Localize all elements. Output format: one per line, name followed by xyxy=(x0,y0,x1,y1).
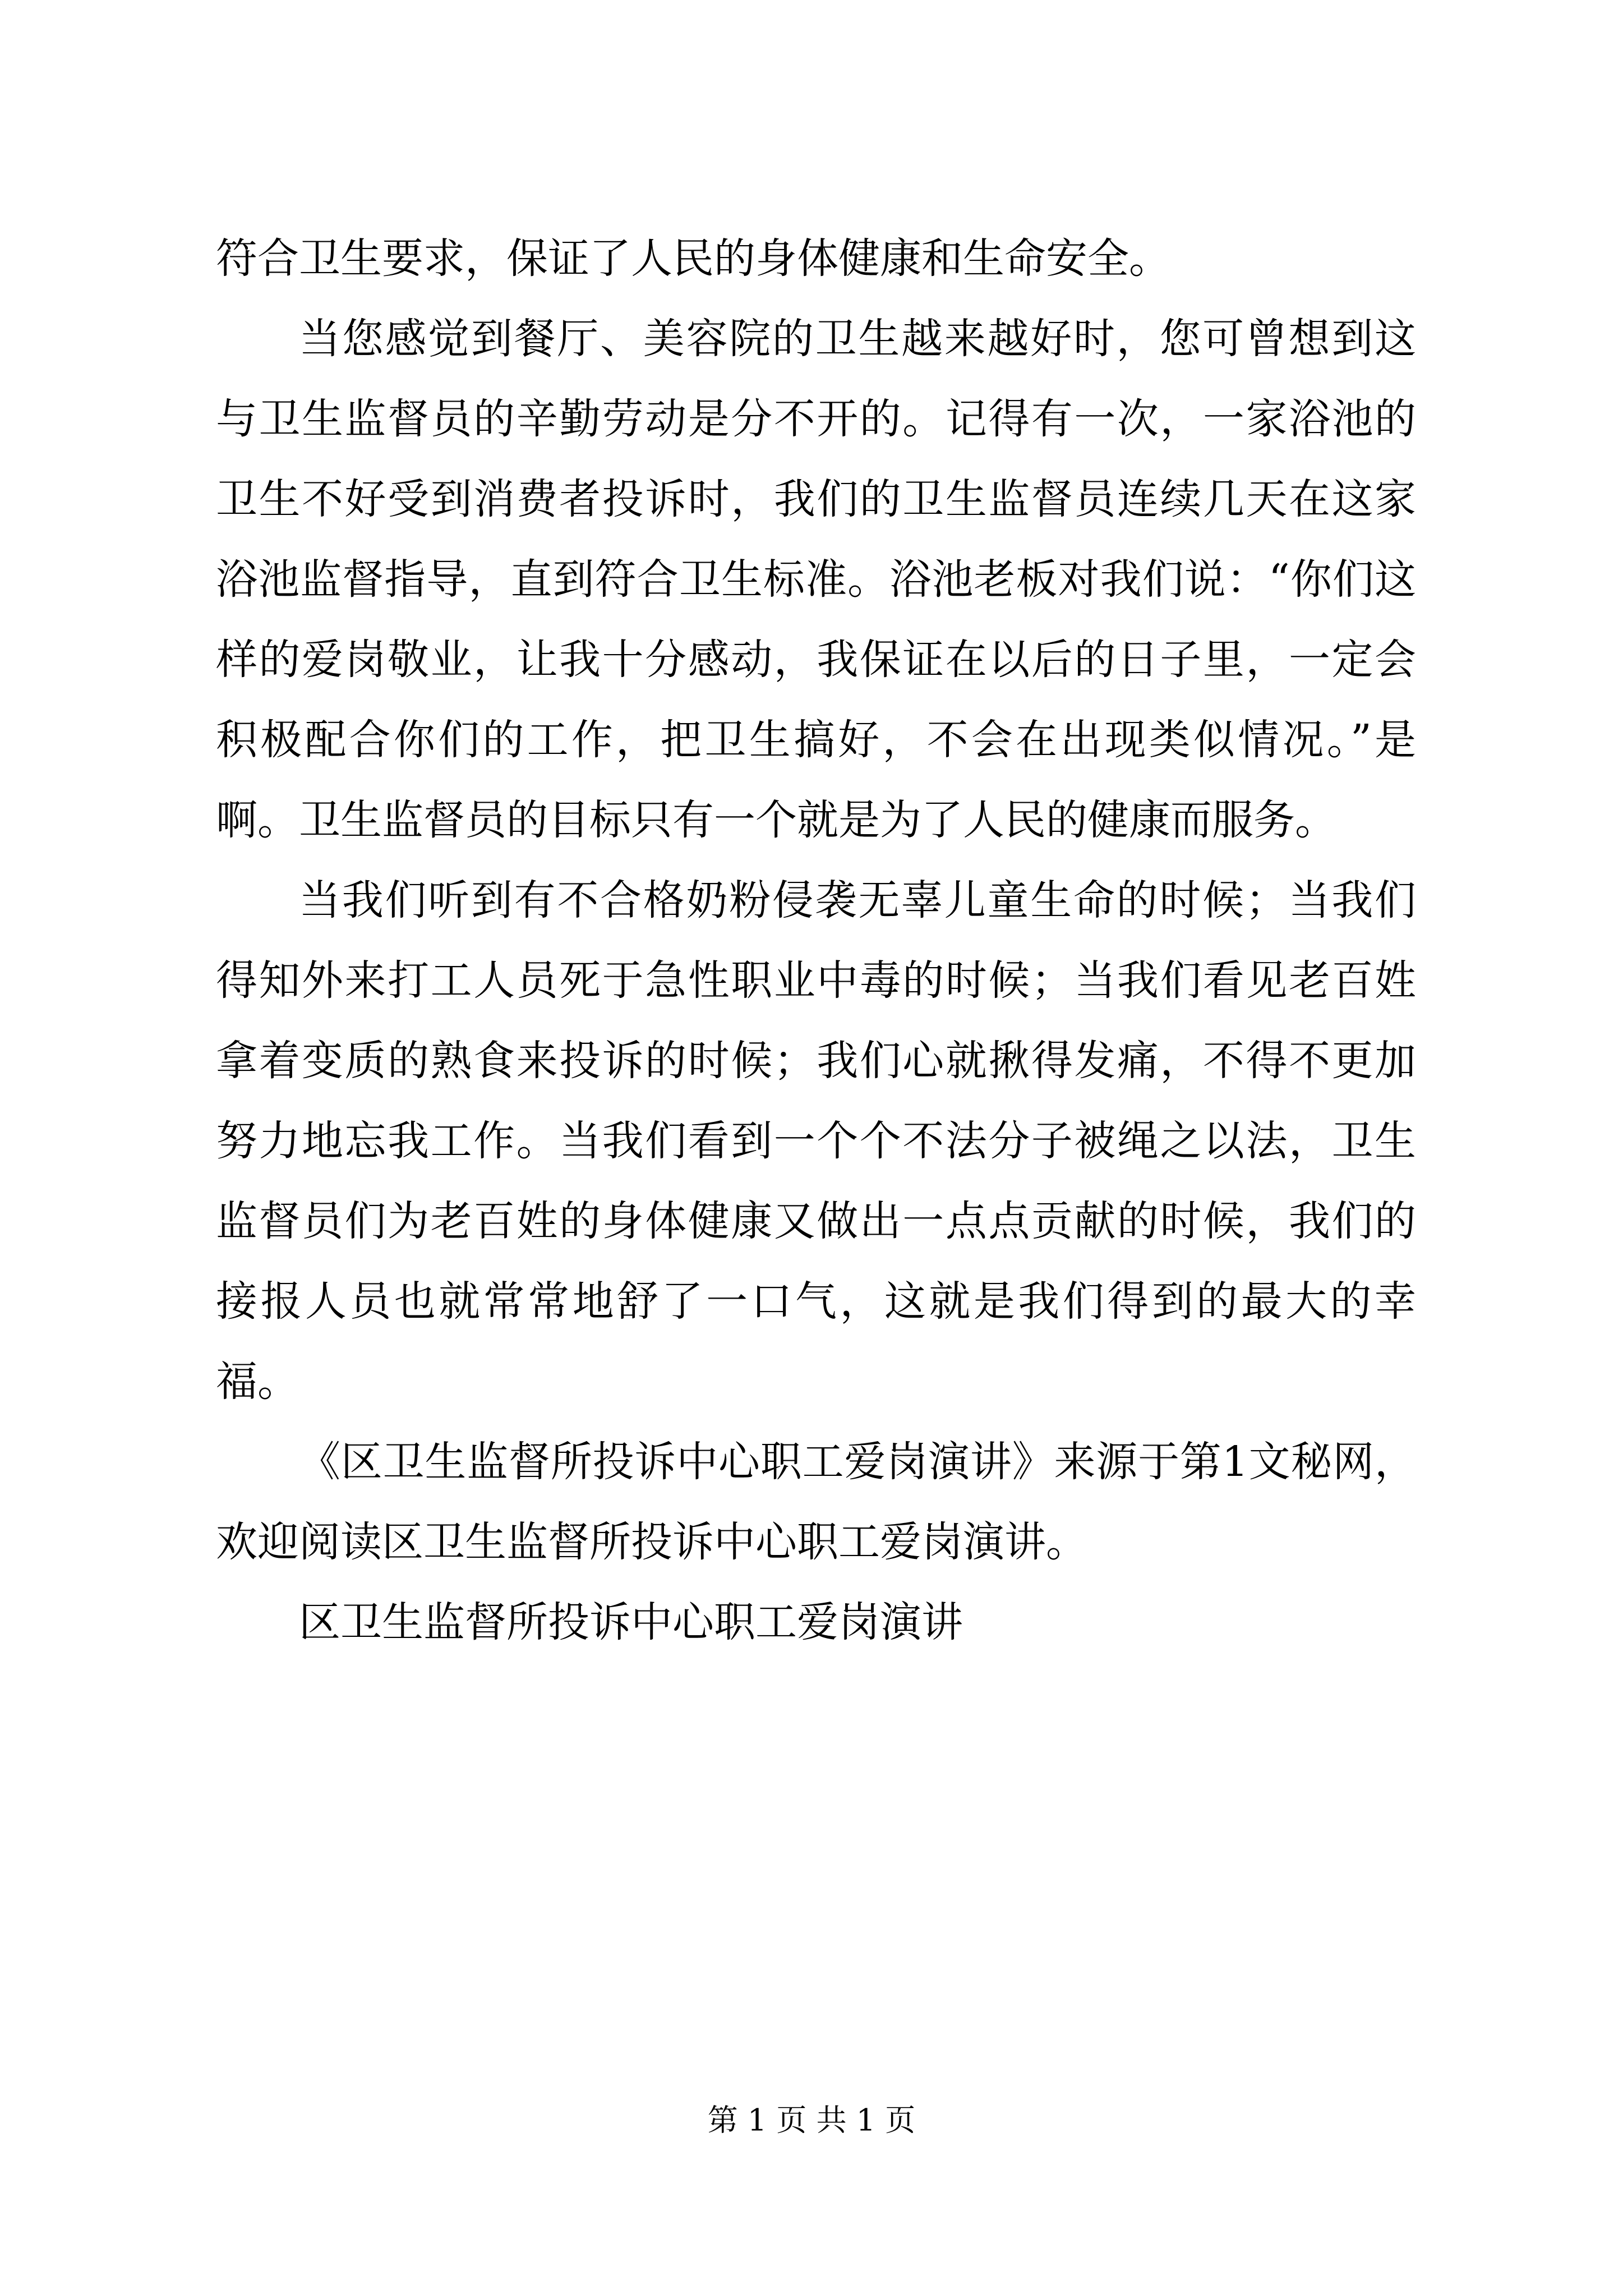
paragraph-4: 《区卫生监督所投诉中心职工爱岗演讲》来源于第1文秘网，欢迎阅读区卫生监督所投诉中心职工爱岗演讲。 xyxy=(216,1438,1416,1566)
paragraph-2: 当您感觉到餐厅、美容院的卫生越来越好时，您可曾想到这与卫生监督员的辛勤劳动是分不开的。记得有一次，一家浴池的卫生不好受到消费者投诉时，我们的卫生监督员连续几天在这家浴池监督指导，直到符合卫生标准。浴池老板对我们说：“你们这样的爱岗敬业，让我十分感动，我保证在以后的日子里，一定会积极配合你们的工作，把卫生搞好，不会在出现类似情况。”是啊。卫生监督员的目标只有一个就是为了人民的健康而服务。 xyxy=(216,315,1416,844)
paragraph-5-title: 区卫生监督所投诉中心职工爱岗演讲 xyxy=(299,1598,963,1646)
document-body xyxy=(216,219,1416,1663)
paragraph-1: 符合卫生要求，保证了人民的身体健康和生命安全。 xyxy=(216,234,1170,283)
page-footer: 第 1 页 共 1 页 xyxy=(707,2102,916,2138)
paragraph-3: 当我们听到有不合格奶粉侵袭无辜儿童生命的时候；当我们得知外来打工人员死于急性职业中毒的时候；当我们看见老百姓拿着变质的熟食来投诉的时候；我们心就揪得发痛，不得不更加努力地忘我工作。当我们看到一个个不法分子被绳之以法，卫生监督员们为老百姓的身体健康又做出一点点贡献的时候，我们的接报人员也就常常地舒了一口气，这就是我们得到的最大的幸福。 xyxy=(216,876,1416,1406)
